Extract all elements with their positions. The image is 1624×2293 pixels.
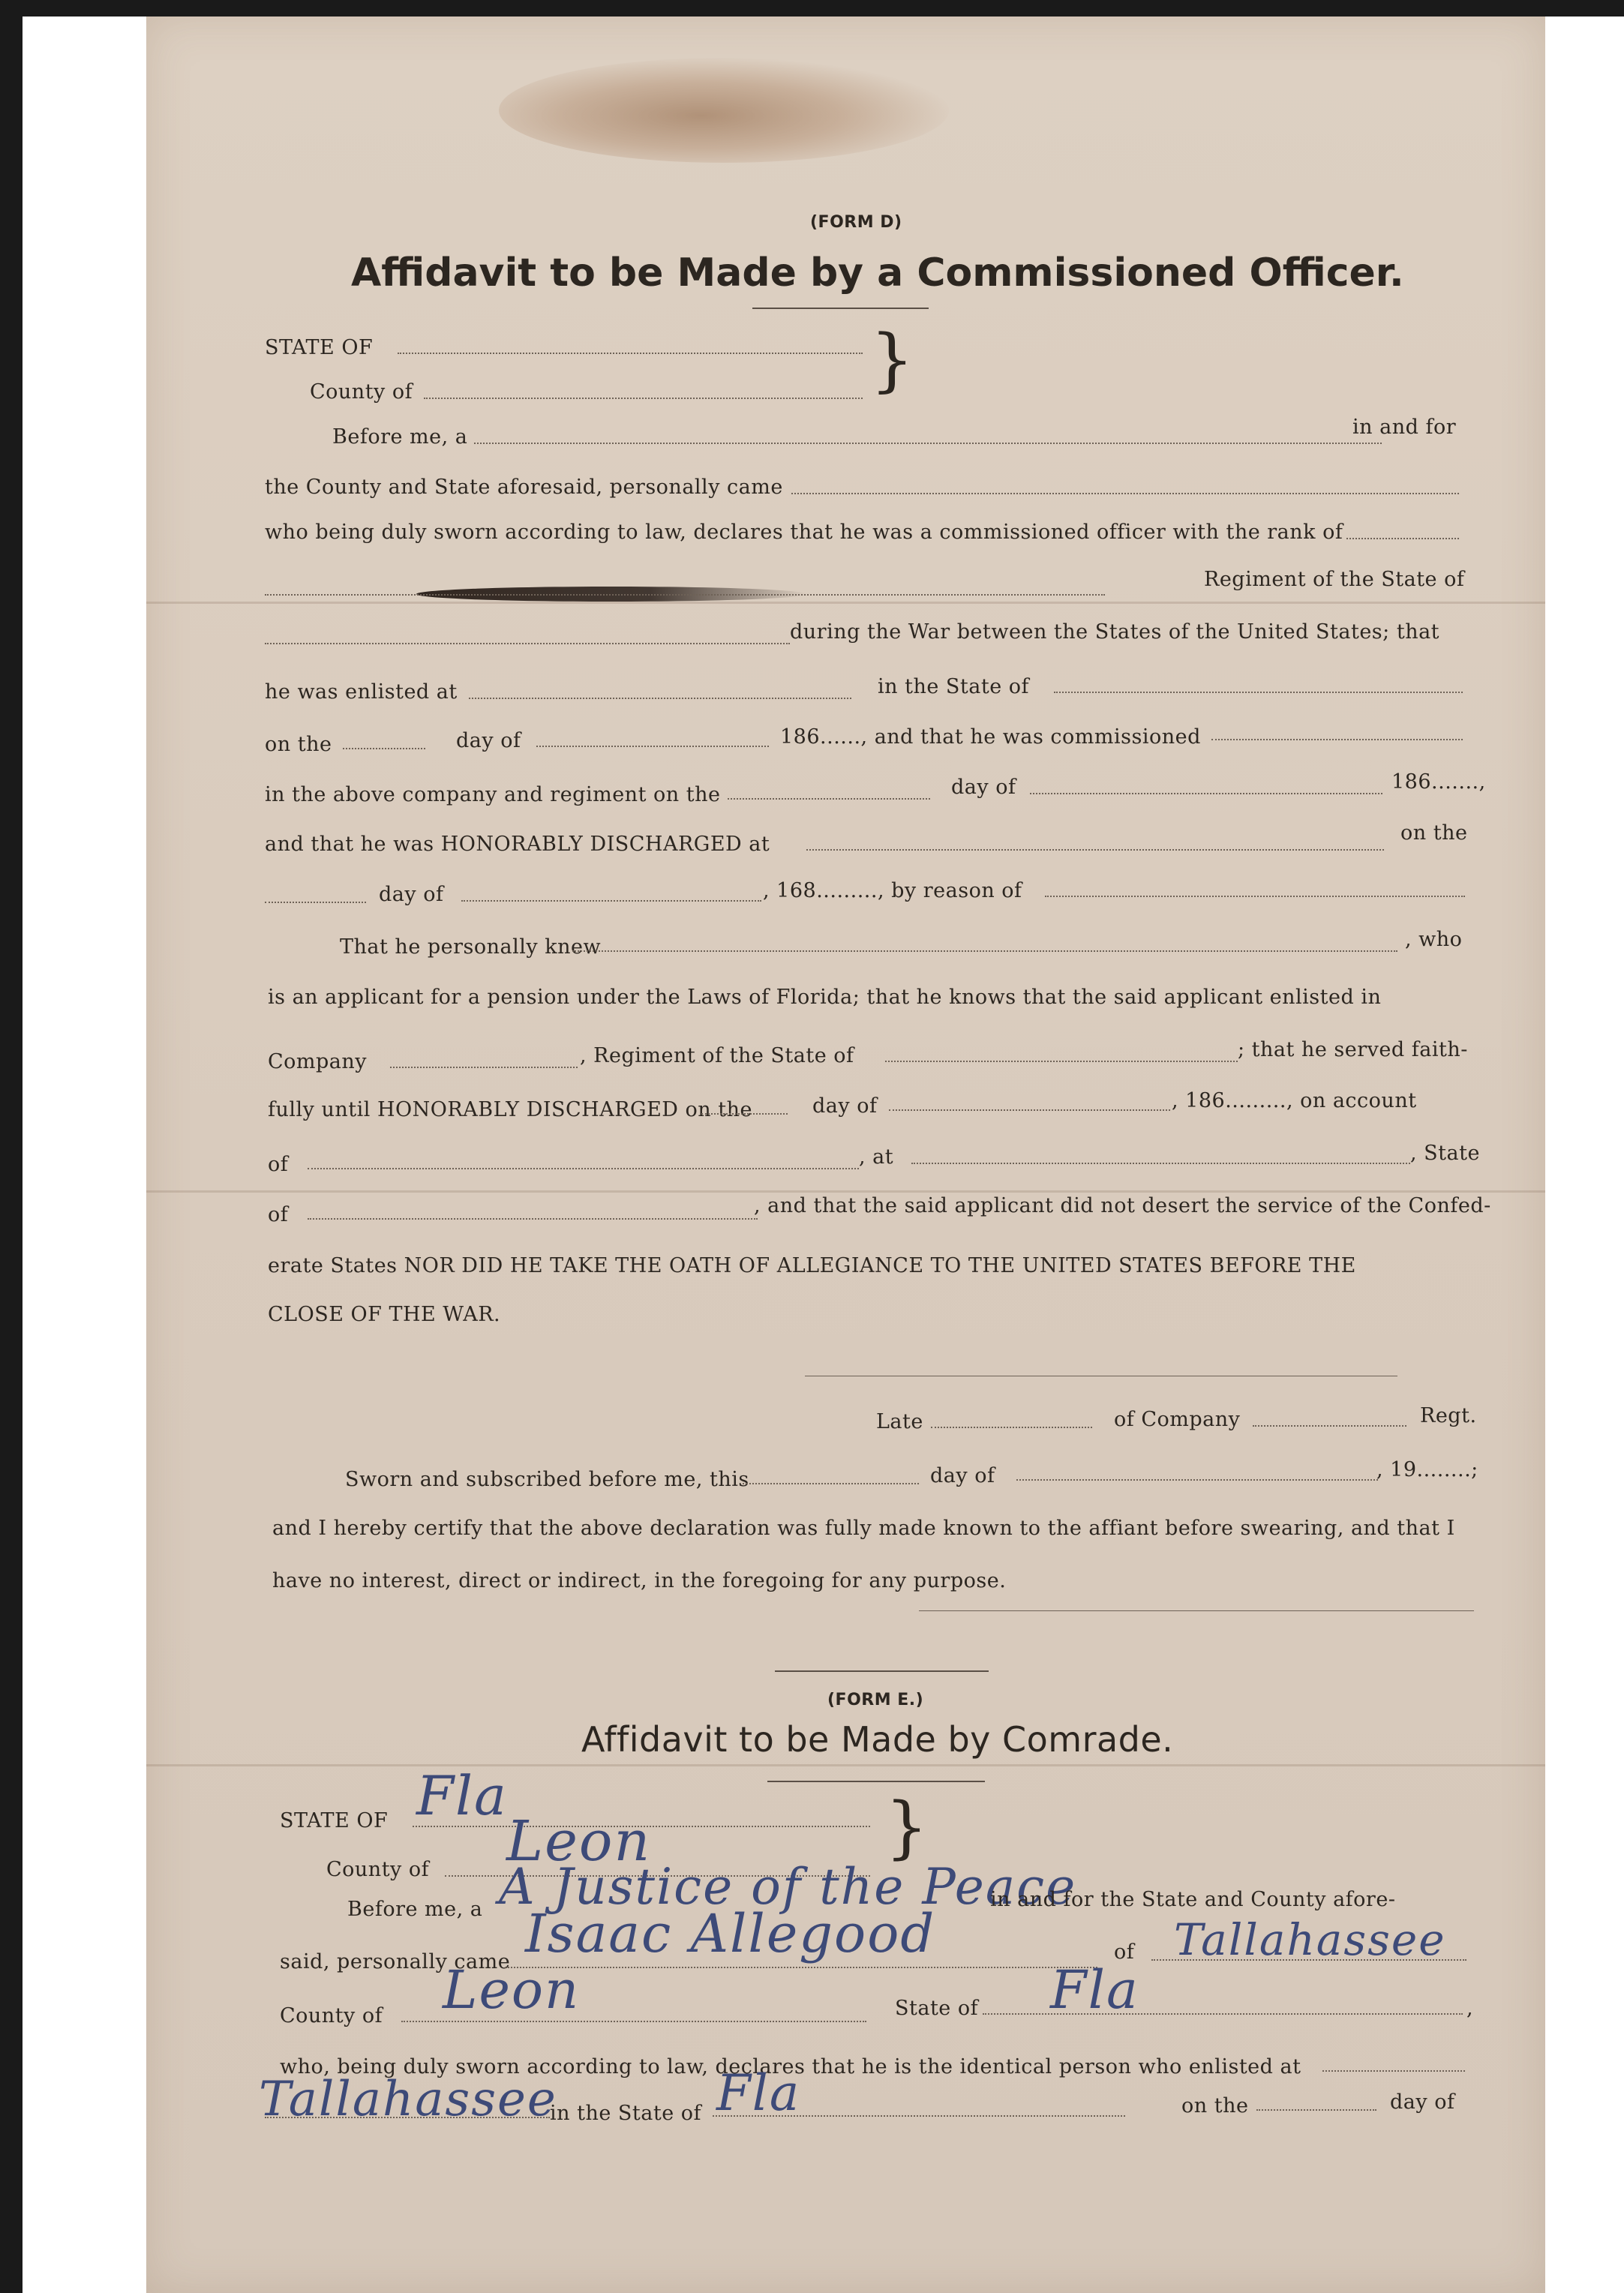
label-fully-until: fully until HONORABLY DISCHARGED on the <box>268 1098 752 1121</box>
e-label-in-state-of: in the State of <box>550 2102 702 2125</box>
label-of-company: of Company <box>1114 1408 1241 1431</box>
blank-day-3 <box>701 1113 788 1115</box>
label-sworn: Sworn and subscribed before me, this <box>345 1468 749 1491</box>
hw-state: Fla <box>416 1764 508 1827</box>
e-label-who-being-sworn: who, being duly sworn according to law, declares that he is the identical person who enlisted at <box>280 2055 1301 2078</box>
title-rule <box>752 308 929 309</box>
e-label-state-of: STATE OF <box>280 1809 389 1832</box>
label-regiment-state: Regiment of the State of <box>1204 568 1465 591</box>
blank-late <box>931 1427 1092 1428</box>
blank-discharged-at <box>806 849 1384 851</box>
label-168-reason: , 168........., by reason of <box>763 879 1022 902</box>
blank-commissioned <box>1211 739 1463 740</box>
e-blank-enlisted-at <box>1322 2070 1465 2072</box>
e-label-county-of-2: County of <box>280 2004 383 2027</box>
label-186-account: , 186........., on account <box>1172 1089 1417 1112</box>
blank-of-2 <box>308 1218 758 1220</box>
blank-county <box>424 398 863 399</box>
form-e-title: Affidavit to be Made by Comrade. <box>581 1719 1174 1760</box>
blank-day <box>343 748 425 749</box>
blank-state <box>398 353 863 354</box>
label-on-the-2: on the <box>1400 821 1468 845</box>
label-applicant: is an applicant for a pension under the Laws of Florida; that he knows that the said applicant enlisted in <box>268 986 1382 1009</box>
label-served-faith: ; that he served faith- <box>1238 1038 1468 1061</box>
form-e-top-rule <box>775 1670 989 1672</box>
e-label-said-personally-came: said, personally came <box>280 1950 511 1973</box>
officer-signature-line <box>919 1610 1474 1611</box>
e-label-on-the: on the <box>1181 2094 1249 2117</box>
brace: } <box>870 320 914 400</box>
blank-on-the <box>728 798 930 800</box>
e-blank-day <box>1256 2109 1376 2111</box>
e-brace: } <box>885 1788 929 1867</box>
ink-stain <box>499 58 949 163</box>
label-on-the: on the <box>265 733 332 756</box>
blank-of-1 <box>308 1168 859 1169</box>
hw-town: Tallahassee <box>1174 1914 1446 1965</box>
e-blank-county-2 <box>401 2021 866 2022</box>
label-of-2: of <box>268 1203 289 1226</box>
form-d-title: Affidavit to be Made by a Commissioned Officer. <box>351 251 1404 296</box>
label-late: Late <box>876 1410 923 1433</box>
blank-in-state <box>1054 692 1463 693</box>
label-day-of: day of <box>456 729 521 752</box>
document-page <box>146 17 1545 2293</box>
blank-day-2 <box>265 902 366 903</box>
blank-at <box>911 1163 1410 1164</box>
blank-regiment-state <box>885 1061 1238 1062</box>
blank-company <box>265 594 1105 596</box>
label-at: , at <box>859 1145 894 1169</box>
label-regt: Regt. <box>1420 1404 1477 1427</box>
blank-knew <box>572 950 1397 952</box>
blank-before-me <box>474 443 1382 444</box>
label-186-commissioned: 186......, and that he was commissioned <box>780 725 1201 749</box>
blank-came <box>791 493 1459 494</box>
blank-of-company <box>1253 1425 1406 1427</box>
hw-state-2: Fla <box>1050 1959 1139 2021</box>
blank-enlisted-at <box>469 698 851 699</box>
form-e-title-rule <box>767 1781 985 1782</box>
e-label-day-of: day of <box>1390 2090 1455 2114</box>
label-19: , 19........; <box>1376 1458 1478 1481</box>
fold-line-bottom <box>146 1764 1545 1766</box>
blank-sworn-day <box>743 1483 919 1484</box>
blank-month-4 <box>889 1109 1170 1111</box>
label-certify: and I hereby certify that the above declaration was fully made known to the affiant before swearing, and that I <box>272 1517 1455 1540</box>
label-who-being-sworn: who being duly sworn according to law, declares that he was a commissioned officer with the rank of <box>265 521 1343 544</box>
form-e-label: (FORM E.) <box>827 1691 924 1709</box>
label-in-state-of: in the State of <box>878 675 1030 698</box>
blank-month-2 <box>1030 793 1382 794</box>
hw-officer: A Justice of the Peace <box>499 1858 1077 1916</box>
hw-affiant: Isaac Allegood <box>525 1903 936 1964</box>
blank-state-2 <box>265 643 790 644</box>
hw-enlisted-town: Tallahassee <box>259 2072 557 2127</box>
label-186: 186......., <box>1391 770 1486 794</box>
label-day-of-3: day of <box>379 883 444 906</box>
fold-line-top <box>146 602 1545 604</box>
label-company: Company <box>268 1050 368 1073</box>
e-blank-came <box>505 1967 1097 1968</box>
blank-sworn-month <box>1016 1479 1378 1481</box>
label-did-not-desert: , and that the said applicant did not desert the service of the Confed- <box>754 1194 1491 1217</box>
label-who: , who <box>1405 928 1463 951</box>
label-erate: erate States NOR DID HE TAKE THE OATH OF ALLEGIANCE TO THE UNITED STATES BEFORE THE <box>268 1254 1356 1277</box>
blank-reason <box>1045 896 1465 897</box>
label-above-company: in the above company and regiment on the <box>265 783 721 806</box>
scan-top-border <box>0 0 1624 17</box>
e-label-state-of-2: State of <box>895 1997 979 2020</box>
label-honorably-discharged-at: and that he was HONORABLY DISCHARGED at <box>265 833 770 856</box>
blank-month <box>536 746 769 747</box>
label-enlisted-at: he was enlisted at <box>265 680 458 704</box>
e-label-in-and-for: in and for the State and County afore- <box>990 1888 1396 1911</box>
label-of-1: of <box>268 1153 289 1176</box>
blank-rank <box>1346 538 1459 539</box>
label-personally-knew: That he personally knew <box>340 935 602 959</box>
label-day-of-2: day of <box>951 776 1016 799</box>
fold-line-middle <box>146 1190 1545 1193</box>
e-label-before-me: Before me, a <box>347 1898 483 1921</box>
blank-company-2 <box>390 1067 578 1068</box>
form-d-label: (FORM D) <box>810 213 902 232</box>
label-state-of: STATE OF <box>265 336 374 359</box>
label-day-of-4: day of <box>812 1094 878 1118</box>
label-county-state-came: the County and State aforesaid, personally came <box>265 476 783 499</box>
hw-county-2: Leon <box>443 1959 581 2021</box>
scan-left-border <box>0 0 23 2293</box>
label-no-interest: have no interest, direct or indirect, in the foregoing for any purpose. <box>272 1569 1007 1592</box>
label-day-of-5: day of <box>930 1464 995 1487</box>
e-label-county-of: County of <box>326 1858 430 1881</box>
label-state: , State <box>1410 1142 1480 1165</box>
label-close-of-war: CLOSE OF THE WAR. <box>268 1303 501 1326</box>
label-regiment-state-2: , Regiment of the State of <box>580 1044 854 1067</box>
e-label-of: of <box>1114 1940 1135 1964</box>
label-during-war: during the War between the States of the United States; that <box>790 620 1440 644</box>
label-before-me: Before me, a <box>332 425 468 449</box>
blank-month-3 <box>461 900 761 902</box>
label-in-and-for: in and for <box>1352 416 1457 439</box>
hw-county: Leon <box>506 1809 652 1874</box>
label-county-of: County of <box>310 380 413 404</box>
hw-enlisted-state: Fla <box>716 2064 801 2122</box>
e-label-comma: , <box>1466 1997 1474 2020</box>
